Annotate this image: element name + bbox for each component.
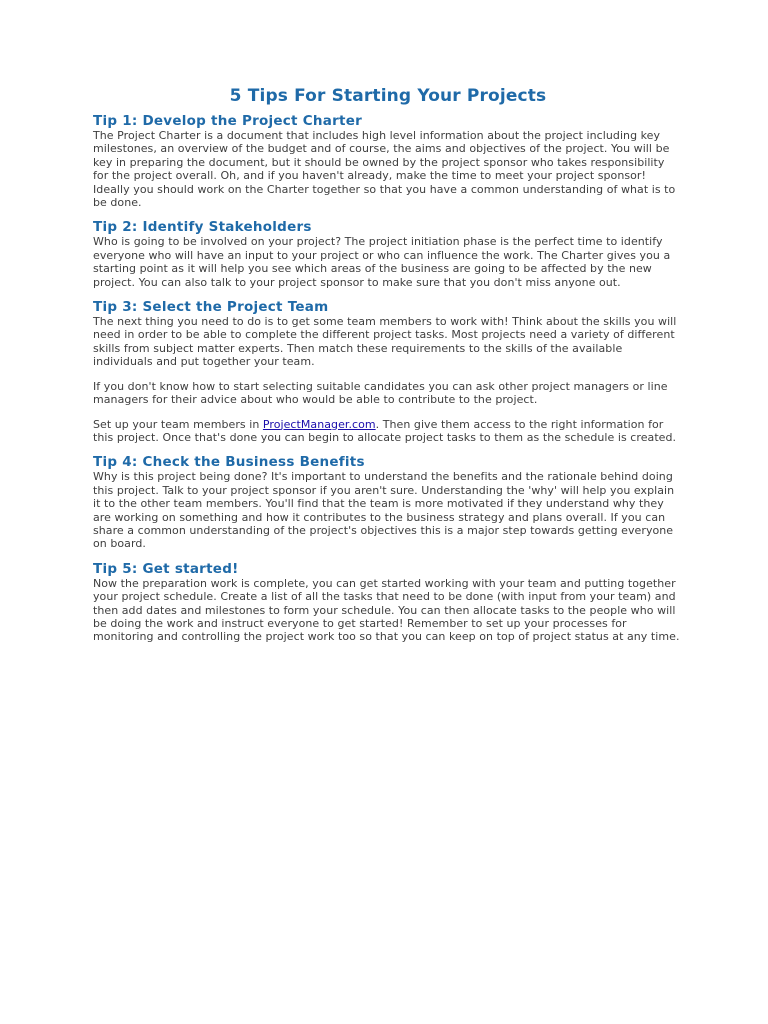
projectmanager-link[interactable]: ProjectManager.com bbox=[262, 417, 376, 431]
tip-5-section bbox=[93, 561, 683, 644]
tip-4-paragraph: Why is this project being done? It's important to understand the benefits and the rationale behind doing this project. Talk to your project sponsor if you aren't sure. Understanding the 'why' will help you explain it to the other team members. You'll find that the team is more motivated if they understand why they are working on something and how it contributes to the business strategy and plans overall. If you can share a common understanding of the project's objectives this is a major step towards getting everyone on board. bbox=[93, 470, 675, 551]
tip-3-paragraph-2: If you don't know how to start selecting suitable candidates you can ask other project managers or line managers for their advice about who would be able to contribute to the project. bbox=[93, 379, 668, 407]
tip-1-heading: Tip 1: Develop the Project Charter bbox=[93, 113, 363, 129]
tip-3-section bbox=[93, 299, 683, 444]
tip-4-heading: Tip 4: Check the Business Benefits bbox=[93, 454, 365, 471]
tip-5-paragraph: Now the preparation work is complete, you can get started working with your team and putting together your project schedule. Create a list of all the tasks that need to be done (with input from your team) and then add dates and milestones to form your schedule. You can then allocate tasks to the people who will be doing the work and instruct everyone to get started! Remember to set up your processes for monitoring and controlling the project work too so that you can keep on top of project status at any time. bbox=[93, 576, 680, 644]
tip-2-heading: Tip 2: Identify Stakeholders bbox=[93, 219, 312, 236]
tip-3-link-trail-text: . Then give them access to the right information for this project. Once that's done you can begin to allocate project tasks to them as the schedule is created. bbox=[93, 417, 677, 444]
tip-3-paragraph-1: The next thing you need to do is to get some team members to work with! Think about the skills you will need in order to be able to complete the different project tasks. Most projects need a variety of different skills from subject matter experts. Then match these requirements to the skills of the available individuals and put together your team. bbox=[93, 315, 677, 369]
document-page bbox=[93, 86, 683, 654]
tip-1-paragraph: The Project Charter is a document that includes high level information about the project including key milestones, an overview of the budget and of course, the aims and objectives of the project. You will be key in preparing the document, but it should be owned by the project sponsor who takes responsibility for the project overall. Oh, and if you haven't already, make the time to meet your project sponsor! Ideally you should work on the Charter together so that you have a common understanding of what is to be done. bbox=[93, 129, 676, 210]
tip-3-paragraph-3 bbox=[93, 418, 683, 445]
tip-4-section bbox=[93, 454, 683, 550]
tip-1-section bbox=[93, 113, 683, 209]
tip-2-paragraph: Who is going to be involved on your project? The project initiation phase is the perfect time to identify everyone who will have an input to your project or who can influence the work. The Charter gives you a starting point as it will help you see which areas of the business are going to be affected by the new project. You can also talk to your project sponsor to make sure that you don't miss anyone out. bbox=[93, 235, 671, 289]
tip-3-heading: Tip 3: Select the Project Team bbox=[93, 299, 329, 316]
tip-5-heading: Tip 5: Get started! bbox=[93, 560, 239, 577]
document-title: 5 Tips For Starting Your Projects bbox=[229, 86, 547, 106]
tip-3-link-lead-text: Set up your team members in bbox=[93, 417, 263, 431]
tip-2-section bbox=[93, 219, 683, 289]
